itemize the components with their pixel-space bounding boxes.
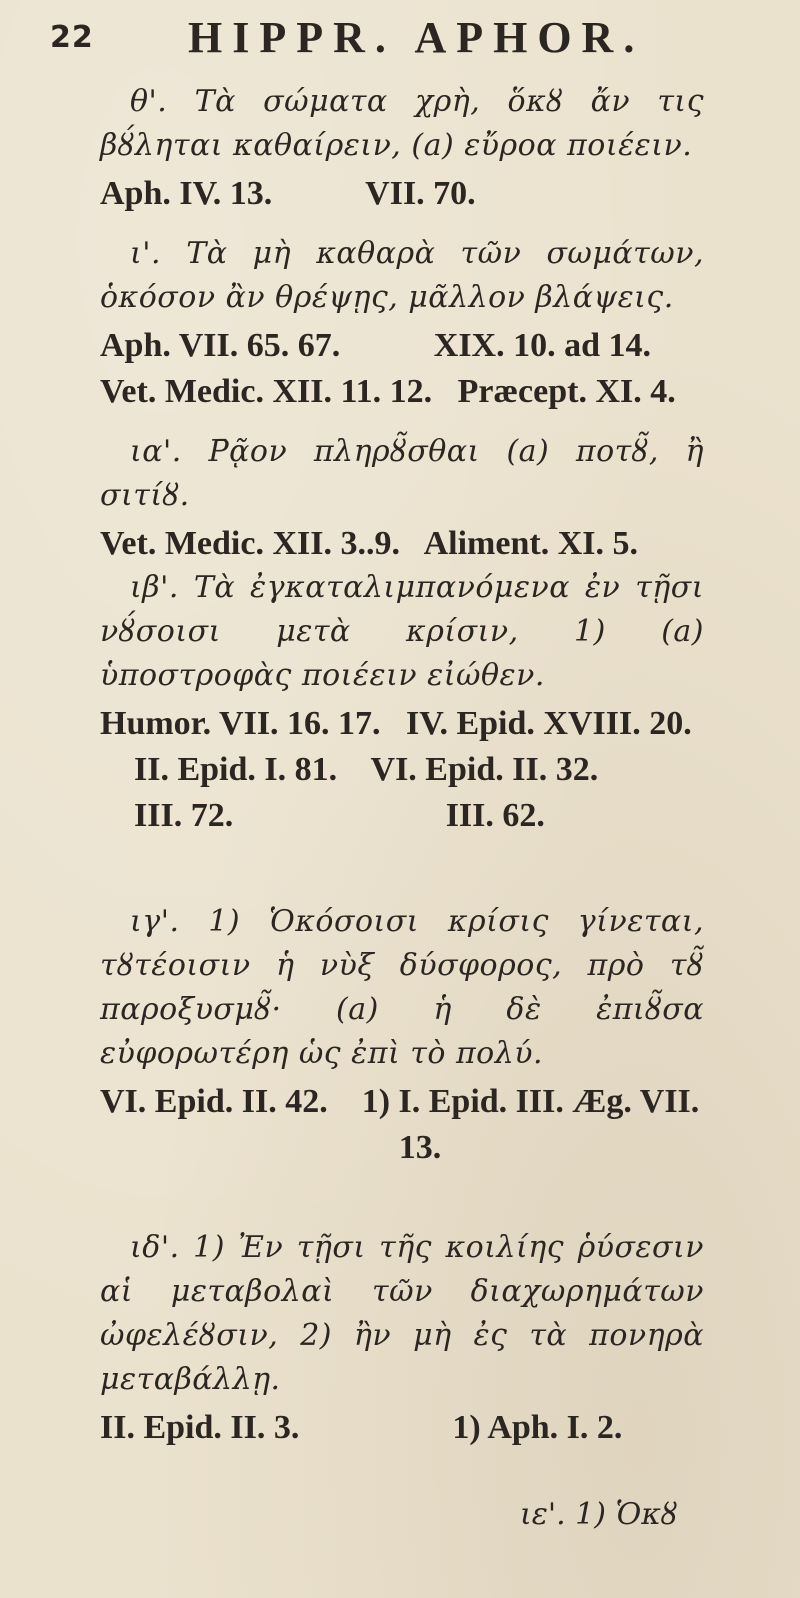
cross-reference: Vet. Medic. XII. 3..9. Aliment. XI. 5. — [100, 525, 638, 562]
cross-reference: Aph. VII. 65. 67. XIX. 10. ad 14. — [100, 327, 652, 364]
cross-reference: III. 72. III. 62. — [100, 797, 545, 834]
aphorism-14 — [0, 1226, 800, 1448]
page-number: 22 — [50, 20, 94, 55]
aphorism-text: ιγ'. 1) Ὁκόσοισι κρίσις γίνεται, τȣτέοισιν ἡ νὺξ δύσφορος, πρὸ τȣ̃ παροξυσμȣ̃· (a) ἡ δὲ ἐπιȣ̃σα εὐφορωτέρη ὡς ἐπὶ τὸ πολύ. — [100, 904, 704, 1071]
aphorism-13 — [0, 900, 800, 1168]
page-header — [40, 8, 760, 68]
aphorism-11 — [0, 430, 800, 564]
aphorism-text: ια'. Ρ̄ᾷον πληρȣ̃σθαι (a) ποτȣ̃, ἢ σιτίȣ. — [100, 434, 704, 513]
cross-reference: II. Epid. II. 3. 1) Aph. I. 2. — [100, 1409, 623, 1446]
aphorism-text: ι'. Τὰ μὴ καθαρὰ τῶν σωμάτων, ὁκόσον ἂν θρέψῃς, μᾶλλον βλάψεις. — [100, 236, 704, 315]
cross-reference: Aph. IV. 13. VII. 70. — [100, 175, 476, 212]
aphorism-12 — [0, 566, 800, 836]
cross-reference: II. Epid. I. 81. VI. Epid. II. 32. — [100, 751, 599, 788]
cross-reference: VI. Epid. II. 42. 1) I. Epid. III. Æg. VII. — [100, 1083, 700, 1120]
aphorism-9 — [0, 80, 800, 214]
cross-reference: Vet. Medic. XII. 11. 12. Præcept. XI. 4. — [100, 373, 676, 410]
aphorism-10 — [0, 232, 800, 412]
running-head: HIPPR. APHOR. — [188, 13, 645, 62]
cross-reference: 13. — [398, 1129, 442, 1166]
aphorism-text: ιδ'. 1) Ἐν τῇσι τῆς κοιλίης ῥύσεσιν αἱ μεταβολαὶ τῶν διαχωρημάτων ὠφελέȣσιν, 2) ἢν μὴ ἐς τὰ πονηρὰ μεταβάλλῃ. — [100, 1230, 704, 1397]
aphorism-text: ιβ'. Τὰ ἐγκαταλιμπανόμενα ἐν τῇσι νȣ́σοισι μετὰ κρίσιν, 1) (a) ὑποστροφὰς ποιέειν εἰώθεν. — [100, 570, 704, 693]
aphorism-text: θ'. Τὰ σώματα χρὴ, ὅκȣ ἄν τις βȣ́ληται καθαίρειν, (a) εὔροα ποιέειν. — [100, 84, 704, 163]
catchword: ιε'. 1) Ὁκȣ — [520, 1497, 678, 1532]
cross-reference: Humor. VII. 16. 17. IV. Epid. XVIII. 20. — [100, 705, 692, 742]
